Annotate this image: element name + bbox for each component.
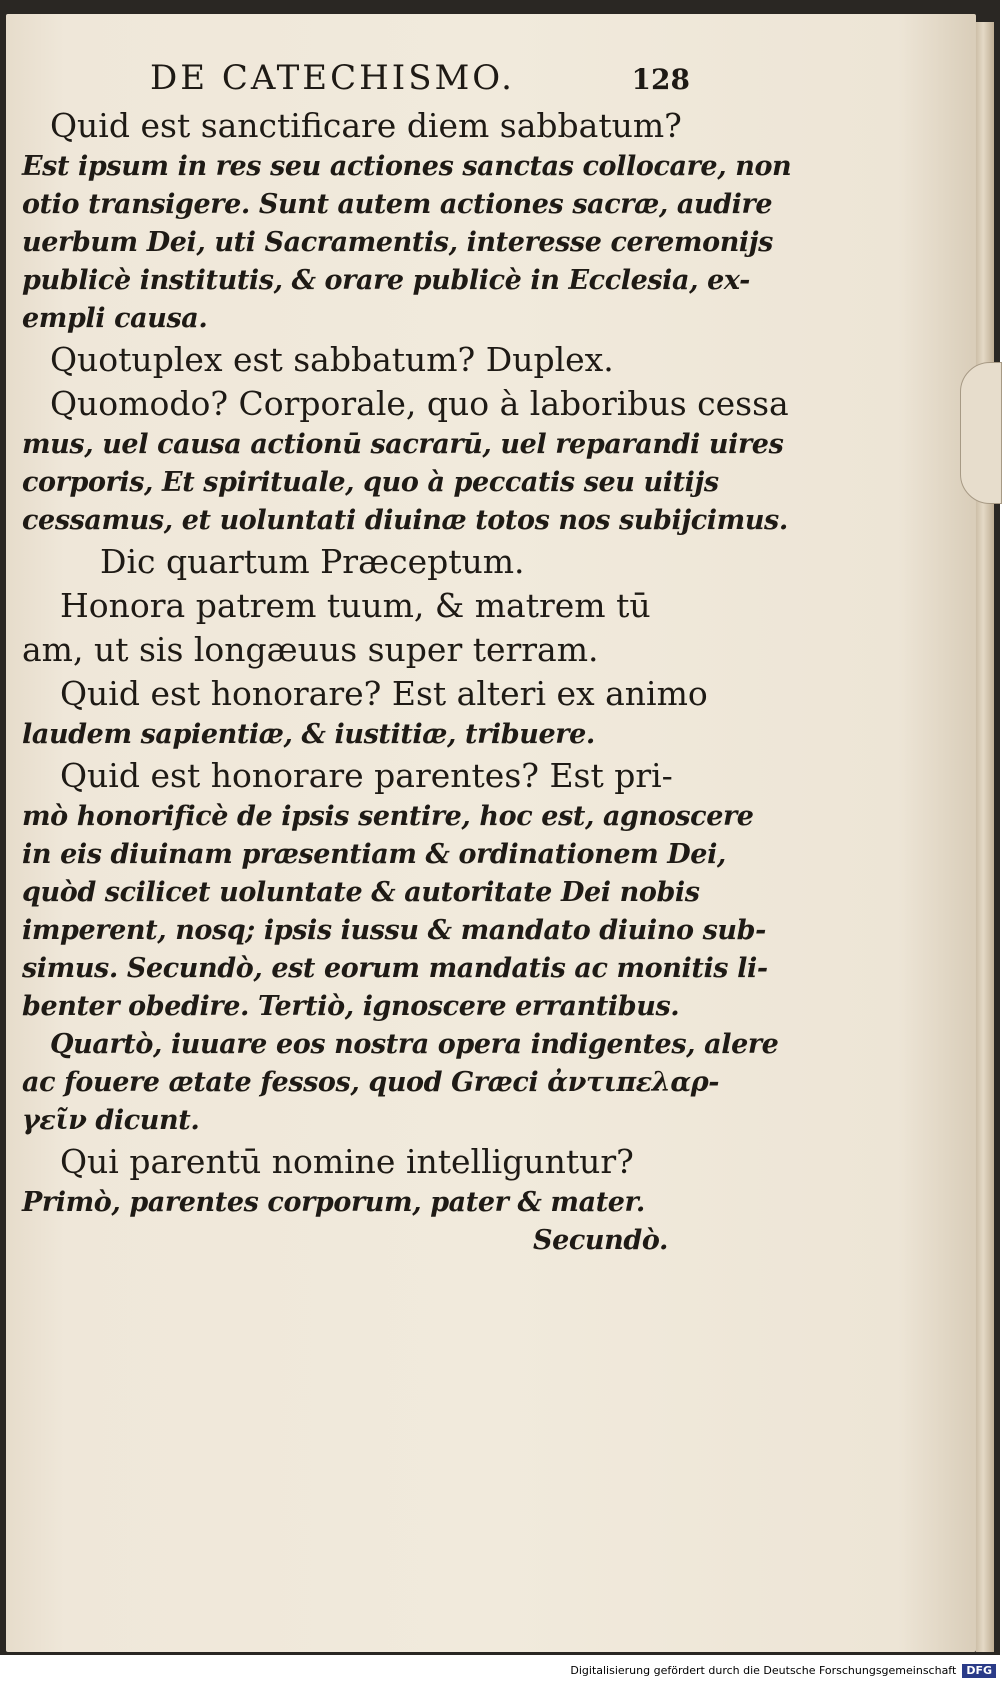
text-line: ac fouere ætate fessos, quod Græci ἀντιπελαρ- (22, 1067, 720, 1098)
text-line: corporis, Et spirituale, quo à peccatis seu uitijs (22, 467, 719, 498)
text-line: publicè institutis, & orare publicè in Ecclesia, ex- (22, 265, 750, 296)
text-line: Dic quartum Præceptum. (100, 542, 525, 581)
text-line: Quid est sanctificare diem sabbatum? (50, 106, 682, 145)
text-line: Quid est honorare? Est alteri ex animo (60, 674, 708, 713)
digitization-credit (0, 1655, 1000, 1687)
running-title: DE CATECHISMO. (150, 58, 515, 98)
text-line: benter obedire. Tertiò, ignoscere errantibus. (22, 991, 680, 1022)
text-line: in eis diuinam præsentiam & ordinationem Dei, (22, 839, 726, 870)
text-line: otio transigere. Sunt autem actiones sacræ, audire (22, 189, 773, 220)
text-line: Est ipsum in res seu actiones sanctas collocare, non (22, 151, 792, 182)
text-line: Qui parentū nomine intelliguntur? (60, 1142, 634, 1181)
page-edge (976, 22, 994, 1652)
text-line: Honora patrem tuum, & matrem tū (60, 586, 651, 625)
page-number: 128 (631, 63, 690, 96)
text-line: imperent, nosq; ipsis iussu & mandato diuino sub- (22, 915, 766, 946)
catchword: Secundò. (533, 1225, 668, 1256)
page-text (22, 58, 792, 1260)
text-line: Quartò, iuuare eos nostra opera indigentes, alere (50, 1029, 779, 1060)
text-line: γεῖν dicunt. (22, 1105, 200, 1136)
text-line: laudem sapientiæ, & iustitiæ, tribuere. (22, 719, 595, 750)
text-line: quòd scilicet uoluntate & autoritate Dei nobis (22, 877, 700, 908)
text-line: Primò, parentes corporum, pater & mater. (22, 1187, 645, 1218)
text-line: am, ut sis longæuus super terram. (22, 630, 599, 669)
page-tab (960, 362, 1002, 504)
text-line: mus, uel causa actionū sacrarū, uel reparandi uires (22, 429, 784, 460)
credit-text: Digitalisierung gefördert durch die Deutsche Forschungsgemeinschaft (570, 1664, 957, 1677)
text-line: cessamus, et uoluntati diuinæ totos nos subijcimus. (22, 505, 788, 536)
text-line: mò honorificè de ipsis sentire, hoc est, agnoscere (22, 801, 754, 832)
running-header (22, 58, 690, 98)
text-line: Quomodo? Corporale, quo à laboribus cessa (50, 384, 789, 423)
dfg-logo: DFG (962, 1664, 996, 1678)
text-line: empli causa. (22, 303, 208, 334)
text-line: Quotuplex est sabbatum? Duplex. (50, 340, 614, 379)
text-line: uerbum Dei, uti Sacramentis, interesse ceremonijs (22, 227, 773, 258)
text-line: simus. Secundò, est eorum mandatis ac monitis li- (22, 953, 768, 984)
text-line: Quid est honorare parentes? Est pri- (60, 756, 673, 795)
